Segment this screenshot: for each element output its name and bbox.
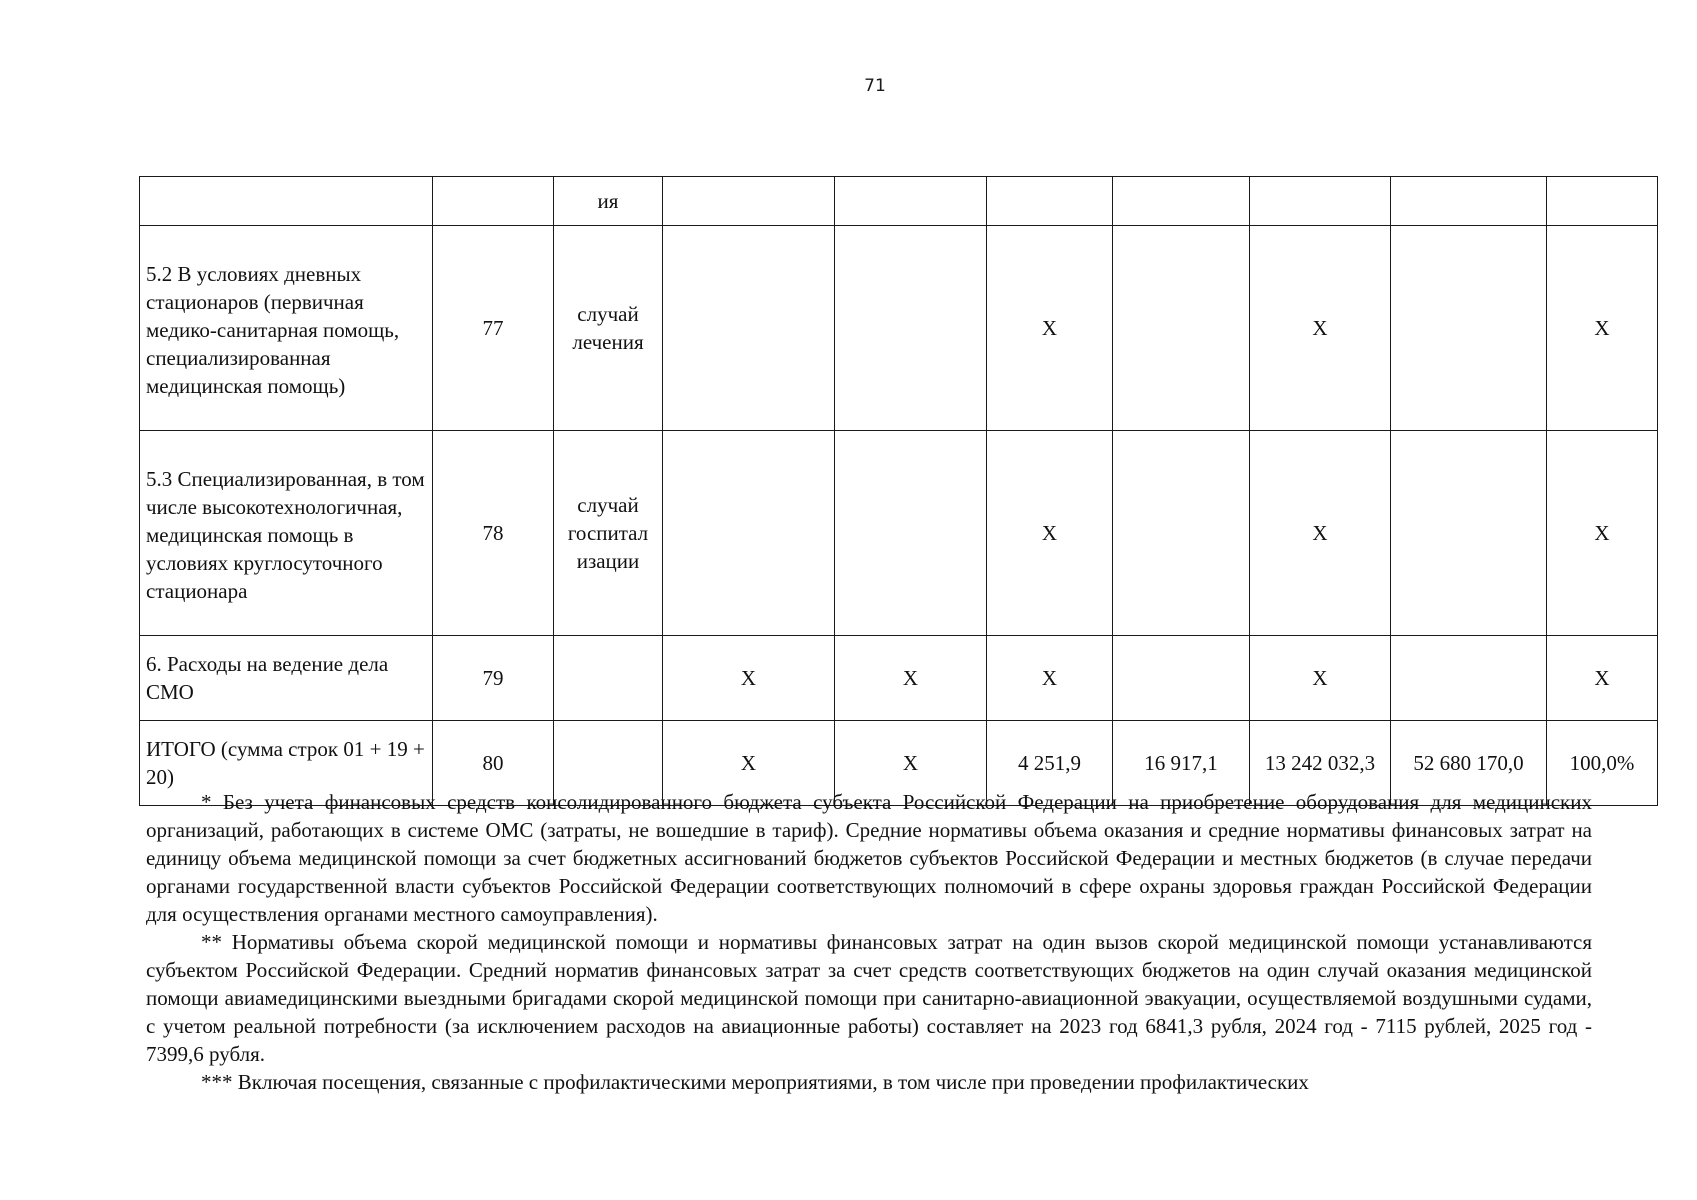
footnote-1: * Без учета финансовых средств консолидированного бюджета субъекта Российской Федерации на приобретение оборудования для медицинских организаций, работающих в системе ОМС (затраты, не вошедшие в тариф). Средние нормативы объема оказания и средние нормативы финансовых затрат на единицу объема медицинской помощи за счет бюджетных ассигнований бюджетов субъектов Российской Федерации и местных бюджетов (в случае передачи органами государственной власти субъектов Российской Федерации соответствующих полномочий в сфере охраны здоровья граждан Российской Федерации для осуществления органами местного самоуправления). bbox=[146, 790, 1592, 926]
unit-cell bbox=[554, 636, 663, 721]
value-cell: Х bbox=[1547, 636, 1658, 721]
row-name-cell: 5.3 Специализированная, в том числе высокотехнологичная, медицинская помощь в условиях круглосуточного стационара bbox=[140, 431, 433, 636]
table-row-5-3 bbox=[140, 431, 1658, 636]
value-cell: Х bbox=[987, 431, 1113, 636]
value-cell bbox=[835, 431, 987, 636]
value-cell bbox=[1391, 177, 1547, 226]
value-cell: 100,0% bbox=[1547, 721, 1658, 806]
unit-cell: случай лечения bbox=[554, 226, 663, 431]
line-number-cell: 78 bbox=[433, 431, 554, 636]
value-cell bbox=[987, 177, 1113, 226]
row-name-cell: 6. Расходы на ведение дела СМО bbox=[140, 636, 433, 721]
value-cell: 13 242 032,3 bbox=[1250, 721, 1391, 806]
row-name-cell: ИТОГО (сумма строк 01 + 19 + 20) bbox=[140, 721, 433, 806]
line-number-cell bbox=[433, 177, 554, 226]
value-cell: Х bbox=[1250, 636, 1391, 721]
page-number: 71 bbox=[864, 76, 886, 96]
value-cell bbox=[835, 177, 987, 226]
line-number-cell: 77 bbox=[433, 226, 554, 431]
value-cell: Х bbox=[1250, 431, 1391, 636]
value-cell: 16 917,1 bbox=[1113, 721, 1250, 806]
line-number-cell: 80 bbox=[433, 721, 554, 806]
table-row-continuation bbox=[140, 177, 1658, 226]
unit-cell: случай госпитал изации bbox=[554, 431, 663, 636]
value-cell: Х bbox=[987, 636, 1113, 721]
value-cell bbox=[663, 226, 835, 431]
footnotes bbox=[146, 788, 1592, 1096]
value-cell: Х bbox=[1547, 431, 1658, 636]
table-row-5-2 bbox=[140, 226, 1658, 431]
row-name-cell: 5.2 В условиях дневных стационаров (первичная медико-санитарная помощь, специализированная медицинская помощь) bbox=[140, 226, 433, 431]
value-cell bbox=[663, 431, 835, 636]
value-cell: Х bbox=[663, 636, 835, 721]
unit-cell: ия bbox=[554, 177, 663, 226]
value-cell: Х bbox=[1250, 226, 1391, 431]
footnote-3: *** Включая посещения, связанные с профилактическими мероприятиями, в том числе при проведении профилактических bbox=[201, 1070, 1309, 1094]
value-cell bbox=[1547, 177, 1658, 226]
value-cell: Х bbox=[835, 636, 987, 721]
value-cell bbox=[835, 226, 987, 431]
value-cell bbox=[1391, 636, 1547, 721]
value-cell bbox=[1113, 431, 1250, 636]
footnote-2: ** Нормативы объема скорой медицинской помощи и нормативы финансовых затрат на один вызов скорой медицинской помощи устанавливаются субъектом Российской Федерации. Средний норматив финансовых затрат за счет средств соответствующих бюджетов на один случай оказания медицинской помощи авиамедицинскими выездными бригадами скорой медицинской помощи при санитарно-авиационной эвакуации, осуществляемой воздушными судами, с учетом реальной потребности (за исключением расходов на авиационные работы) составляет на 2023 год 6841,3 рубля, 2024 год - 7115 рублей, 2025 год - 7399,6 рубля. bbox=[146, 930, 1592, 1066]
value-cell bbox=[1391, 226, 1547, 431]
value-cell: Х bbox=[663, 721, 835, 806]
row-name-cell bbox=[140, 177, 433, 226]
value-cell: 4 251,9 bbox=[987, 721, 1113, 806]
value-cell bbox=[1113, 636, 1250, 721]
value-cell: 52 680 170,0 bbox=[1391, 721, 1547, 806]
value-cell bbox=[1250, 177, 1391, 226]
table-row-6 bbox=[140, 636, 1658, 721]
financing-table bbox=[139, 176, 1658, 806]
value-cell: Х bbox=[835, 721, 987, 806]
value-cell: Х bbox=[1547, 226, 1658, 431]
value-cell: Х bbox=[987, 226, 1113, 431]
value-cell bbox=[1113, 177, 1250, 226]
value-cell bbox=[1391, 431, 1547, 636]
line-number-cell: 79 bbox=[433, 636, 554, 721]
value-cell bbox=[1113, 226, 1250, 431]
value-cell bbox=[663, 177, 835, 226]
